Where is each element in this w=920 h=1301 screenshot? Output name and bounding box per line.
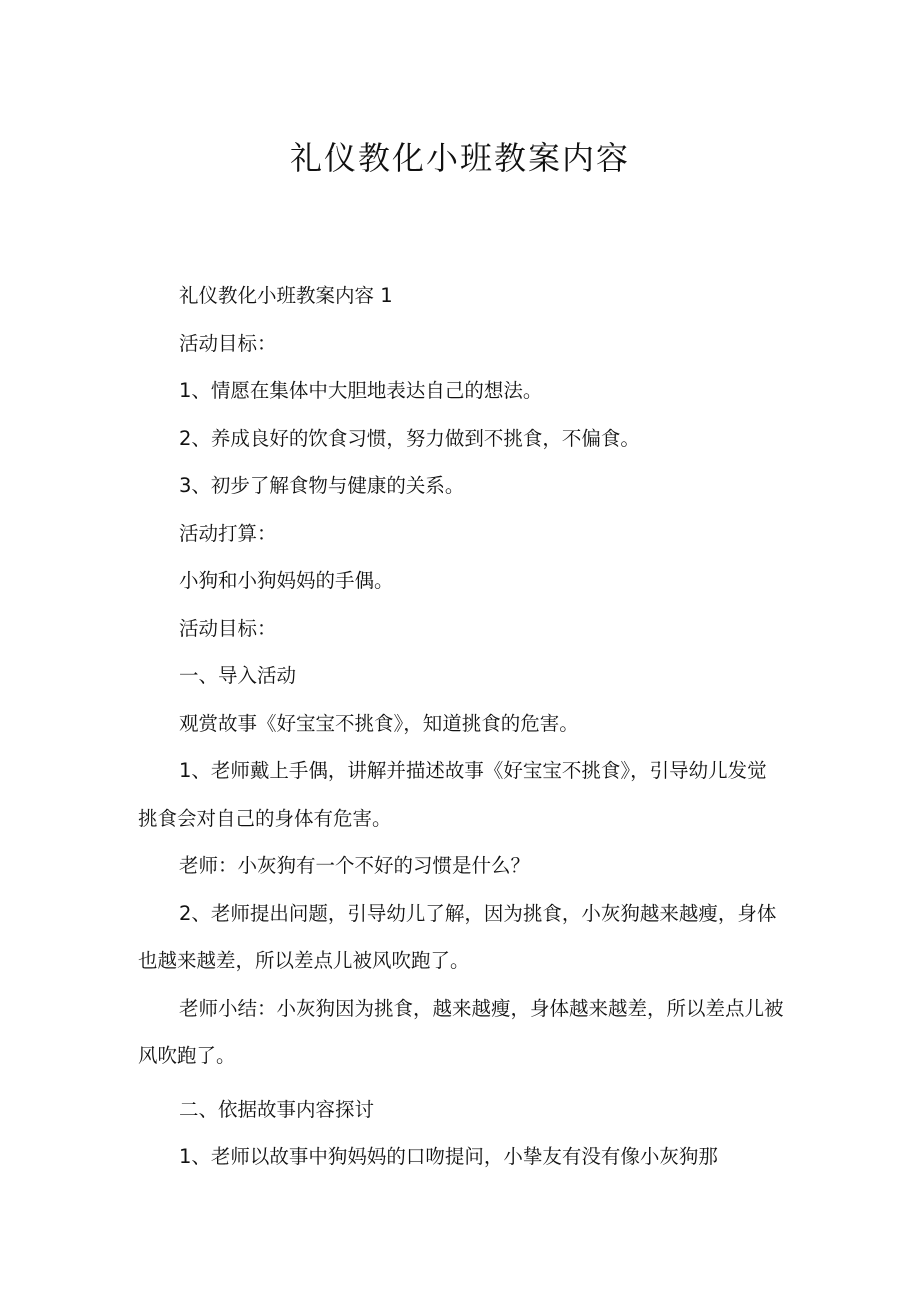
paragraph-section-2: 二、依据故事内容探讨 bbox=[179, 1097, 375, 1121]
paragraph-teacher-summary: 老师小结：小灰狗因为挑食，越来越瘦，身体越来越差，所以差点儿被风吹跑了。 bbox=[138, 996, 784, 1067]
paragraph-step-3: 1、老师以故事中狗妈妈的口吻提问，小挚友有没有像小灰狗那 bbox=[179, 1145, 718, 1168]
paragraph-goal-3: 3、初步了解食物与健康的关系。 bbox=[179, 474, 465, 497]
paragraph-goal-1: 1、情愿在集体中大胆地表达自己的想法。 bbox=[179, 379, 543, 402]
paragraph-preparation-label: 活动打算： bbox=[179, 521, 277, 545]
section-heading: 礼仪教化小班教案内容 1 bbox=[179, 284, 393, 307]
paragraph-goals-label-2: 活动目标： bbox=[179, 616, 277, 640]
document-title: 礼仪教化小班教案内容 bbox=[289, 139, 630, 177]
document-body bbox=[138, 272, 786, 1181]
paragraph-goals-label: 活动目标： bbox=[179, 331, 277, 355]
paragraph-preparation: 小狗和小狗妈妈的手偶。 bbox=[179, 569, 394, 592]
paragraph-goal-2: 2、养成良好的饮食习惯，努力做到不挑食，不偏食。 bbox=[179, 426, 640, 450]
paragraph-teacher-question: 老师：小灰狗有一个不好的习惯是什么？ bbox=[179, 854, 531, 877]
paragraph-story-intro: 观赏故事《好宝宝不挑食》，知道挑食的危害。 bbox=[179, 711, 579, 735]
paragraph-step-2: 2、老师提出问题，引导幼儿了解，因为挑食，小灰狗越来越瘦，身体也越来越差，所以差点儿被风吹跑了。 bbox=[138, 901, 777, 972]
paragraph-step-1: 1、老师戴上手偶，讲解并描述故事《好宝宝不挑食》，引导幼儿发觉挑食会对自己的身体有危害。 bbox=[138, 759, 767, 830]
paragraph-section-1: 一、导入活动 bbox=[179, 664, 297, 687]
